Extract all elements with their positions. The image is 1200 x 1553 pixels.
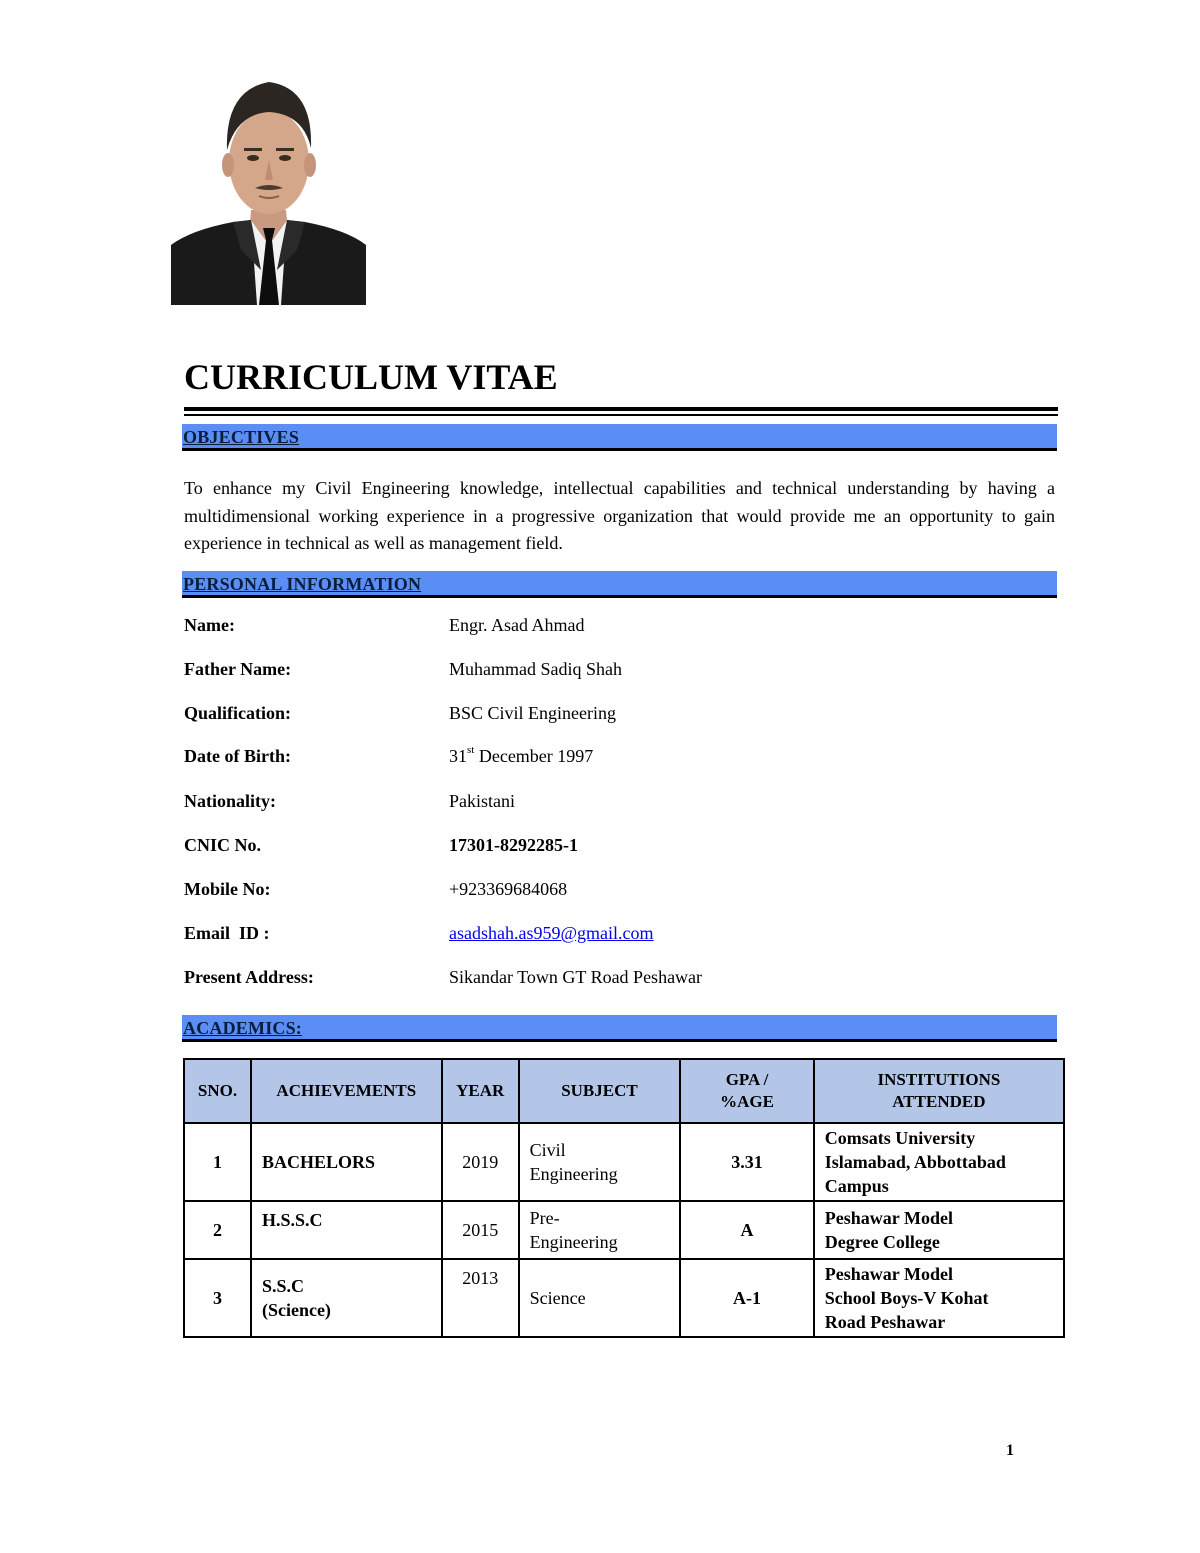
cell-year: 2019 <box>442 1123 519 1201</box>
person-portrait-icon <box>171 70 366 305</box>
dob-day: 31 <box>449 746 467 766</box>
header-subject: SUBJECT <box>519 1059 681 1123</box>
header-achievements: ACHIEVEMENTS <box>251 1059 442 1123</box>
info-value: +923369684068 <box>449 879 568 899</box>
cell-institution <box>814 1201 1064 1259</box>
inst-line3: Road Peshawar <box>824 1312 946 1332</box>
info-value <box>449 923 654 944</box>
info-label: Father Name: <box>184 659 292 679</box>
section-personal-header <box>182 571 1057 598</box>
inst-line1: Comsats University <box>824 1128 976 1148</box>
info-label: Name: <box>184 615 235 635</box>
header-gpa-line1: GPA / <box>725 1070 769 1089</box>
cell-sno: 3 <box>184 1259 251 1337</box>
table-row <box>184 1259 1064 1337</box>
subject-line1: Pre- <box>529 1208 560 1228</box>
section-heading: OBJECTIVES <box>183 427 300 447</box>
header-sno: SNO. <box>184 1059 251 1123</box>
table-row <box>184 1201 1064 1259</box>
cell-sno: 2 <box>184 1201 251 1259</box>
title-rule-top <box>184 407 1058 411</box>
info-value: BSC Civil Engineering <box>449 703 617 723</box>
achievement-line1: H.S.S.C <box>261 1210 323 1230</box>
header-year: YEAR <box>442 1059 519 1123</box>
header-institutions <box>814 1059 1064 1123</box>
info-value: Muhammad Sadiq Shah <box>449 659 622 679</box>
table-header-row <box>184 1059 1064 1123</box>
info-value: 17301-8292285-1 <box>449 835 578 855</box>
dob-suffix: st <box>467 744 475 756</box>
info-value: Engr. Asad Ahmad <box>449 615 585 635</box>
info-value <box>449 746 593 767</box>
info-label: Date of Birth: <box>184 746 291 766</box>
subject-line2: Engineering <box>529 1164 618 1184</box>
inst-line2: School Boys-V Kohat <box>824 1288 989 1308</box>
page-number: 1 <box>1006 1442 1014 1459</box>
section-objectives-header <box>182 424 1057 451</box>
cell-achievement <box>251 1259 442 1337</box>
table-row <box>184 1123 1064 1201</box>
cell-subject: Science <box>519 1259 681 1337</box>
achievement-line2: (Science) <box>261 1300 331 1320</box>
cell-institution <box>814 1123 1064 1201</box>
info-label: CNIC No. <box>184 835 262 855</box>
inst-line2: Degree College <box>824 1232 940 1252</box>
cell-gpa: A-1 <box>680 1259 814 1337</box>
header-gpa <box>680 1059 814 1123</box>
cell-gpa: A <box>680 1201 814 1259</box>
cell-subject <box>519 1123 681 1201</box>
info-value: Pakistani <box>449 791 515 811</box>
cell-institution <box>814 1259 1064 1337</box>
info-label: Email ID : <box>184 923 270 943</box>
objectives-text: To enhance my Civil Engineering knowledge, intellectual capabilities and technical understanding by having a multidimensional working experience in a progressive organization that would provide me an opportunity to gain experience in technical as well as management field. <box>184 478 1055 553</box>
section-academics-header <box>182 1015 1057 1042</box>
profile-photo <box>171 70 366 305</box>
subject-line1: Civil <box>529 1140 566 1160</box>
info-label: Mobile No: <box>184 879 271 899</box>
cell-year: 2015 <box>442 1201 519 1259</box>
cell-achievement <box>251 1201 442 1259</box>
section-heading: PERSONAL INFORMATION <box>183 574 422 594</box>
dob-rest: December 1997 <box>474 746 594 766</box>
academics-table <box>183 1058 1065 1338</box>
cell-year: 2013 <box>442 1259 519 1337</box>
inst-line3: Campus <box>824 1176 889 1196</box>
cell-gpa: 3.31 <box>680 1123 814 1201</box>
cell-subject <box>519 1201 681 1259</box>
subject-line2: Engineering <box>529 1232 618 1252</box>
inst-line2: Islamabad, Abbottabad <box>824 1152 1006 1172</box>
cell-sno: 1 <box>184 1123 251 1201</box>
header-inst-line1: INSTITUTIONS <box>877 1070 1001 1089</box>
inst-line1: Peshawar Model <box>824 1208 953 1228</box>
header-gpa-line2: %AGE <box>720 1092 774 1111</box>
title-rule-bottom <box>184 414 1058 416</box>
inst-line1: Peshawar Model <box>824 1264 953 1284</box>
header-inst-line2: ATTENDED <box>892 1092 986 1111</box>
section-heading: ACADEMICS: <box>183 1018 302 1038</box>
info-label: Qualification: <box>184 703 291 723</box>
page-title: CURRICULUM VITAE <box>184 357 558 397</box>
email-link[interactable]: asadshah.as959@gmail.com <box>449 923 654 943</box>
info-value: Sikandar Town GT Road Peshawar <box>449 967 703 987</box>
achievement-line1: S.S.C <box>261 1276 304 1296</box>
info-label: Present Address: <box>184 967 314 987</box>
cell-achievement <box>251 1123 442 1201</box>
achievement-line1: BACHELORS <box>261 1152 375 1172</box>
info-label: Nationality: <box>184 791 276 811</box>
